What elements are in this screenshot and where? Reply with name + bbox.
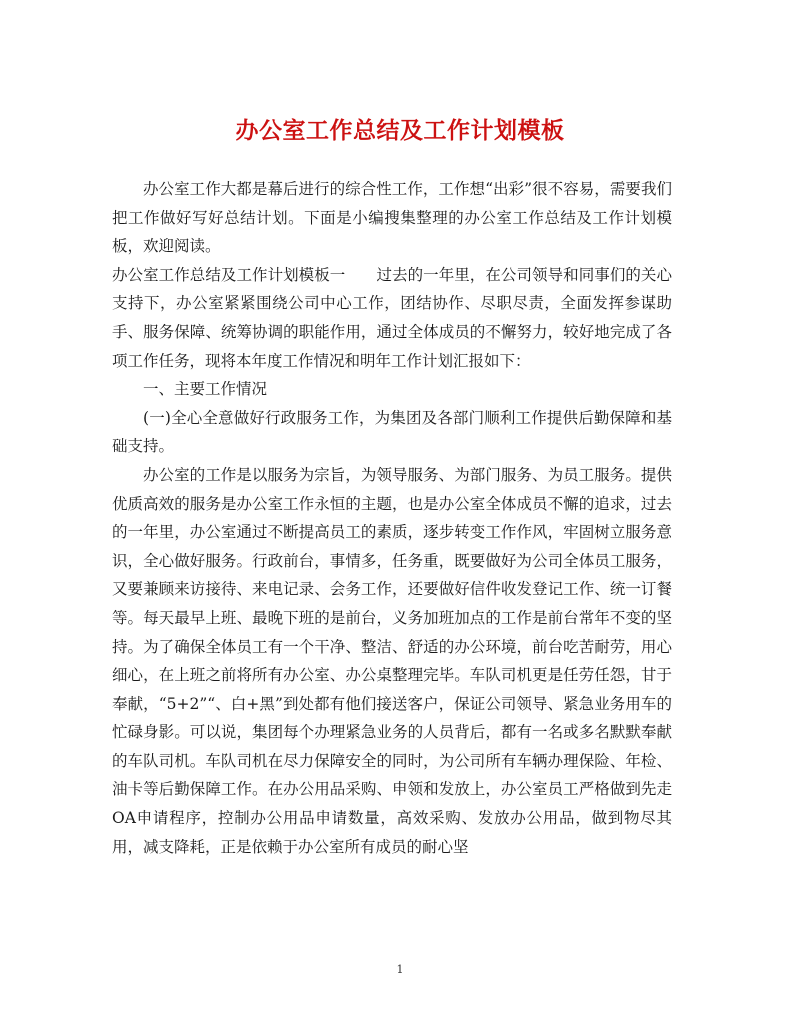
intro-paragraph: 办公室工作大都是幕后进行的综合性工作，工作想“出彩”很不容易，需要我们把工作做好写好总结计划。下面是小编搜集整理的办公室工作总结及工作计划模板，欢迎阅读。 <box>112 180 672 256</box>
document-body <box>112 175 672 861</box>
section-heading: 一、主要工作情况 <box>143 380 268 399</box>
template-one-paragraph: 办公室工作总结及工作计划模板一 过去的一年里，在公司领导和同事们的关心支持下，办公室紧紧围绕公司中心工作，团结协作、尽职尽责，全面发挥参谋助手、服务保障、统筹协调的职能作用，通过全体成员的不懈努力，较好地完成了各项工作任务，现将本年度工作情况和明年工作计划汇报如下： <box>112 265 672 370</box>
body-paragraph: 办公室的工作是以服务为宗旨，为领导服务、为部门服务、为员工服务。提供优质高效的服务是办公室工作永恒的主题，也是办公室全体成员不懈的追求，过去的一年里，办公室通过不断提高员工的素质，逐步转变工作作风，牢固树立服务意识，全心做好服务。行政前台，事情多，任务重，既要做好为公司全体员工服务，又要兼顾来访接待、来电记录、会务工作，还要做好信件收发登记工作、统一订餐等。每天最早上班、最晚下班的是前台，义务加班加点的工作是前台常年不变的坚持。为了确保全体员工有一个干净、整洁、舒适的办公环境，前台吃苦耐劳，用心细心，在上班之前将所有办公室、办公桌整理完毕。车队司机更是任劳任怨，甘于奉献，“5+2”“、白+黑”到处都有他们接送客户，保证公司领导、紧急业务用车的忙碌身影。可以说，集团每个办理紧急业务的人员背后，都有一名或多名默默奉献的车队司机。车队司机在尽力保障安全的同时，为公司所有车辆办理保险、年检、油卡等后勤保障工作。在办公用品采购、申领和发放上，办公室员工严格做到先走OA申请程序，控制办公用品申请数量，高效采购、发放办公用品，做到物尽其用，减支降耗，正是依赖于办公室所有成员的耐心坚 <box>112 465 672 856</box>
subsection-heading: (一)全心全意做好行政服务工作，为集团及各部门顺利工作提供后勤保障和基础支持。 <box>112 408 672 456</box>
page-number: 1 <box>396 963 404 976</box>
document-title: 办公室工作总结及工作计划模板 <box>235 117 565 144</box>
